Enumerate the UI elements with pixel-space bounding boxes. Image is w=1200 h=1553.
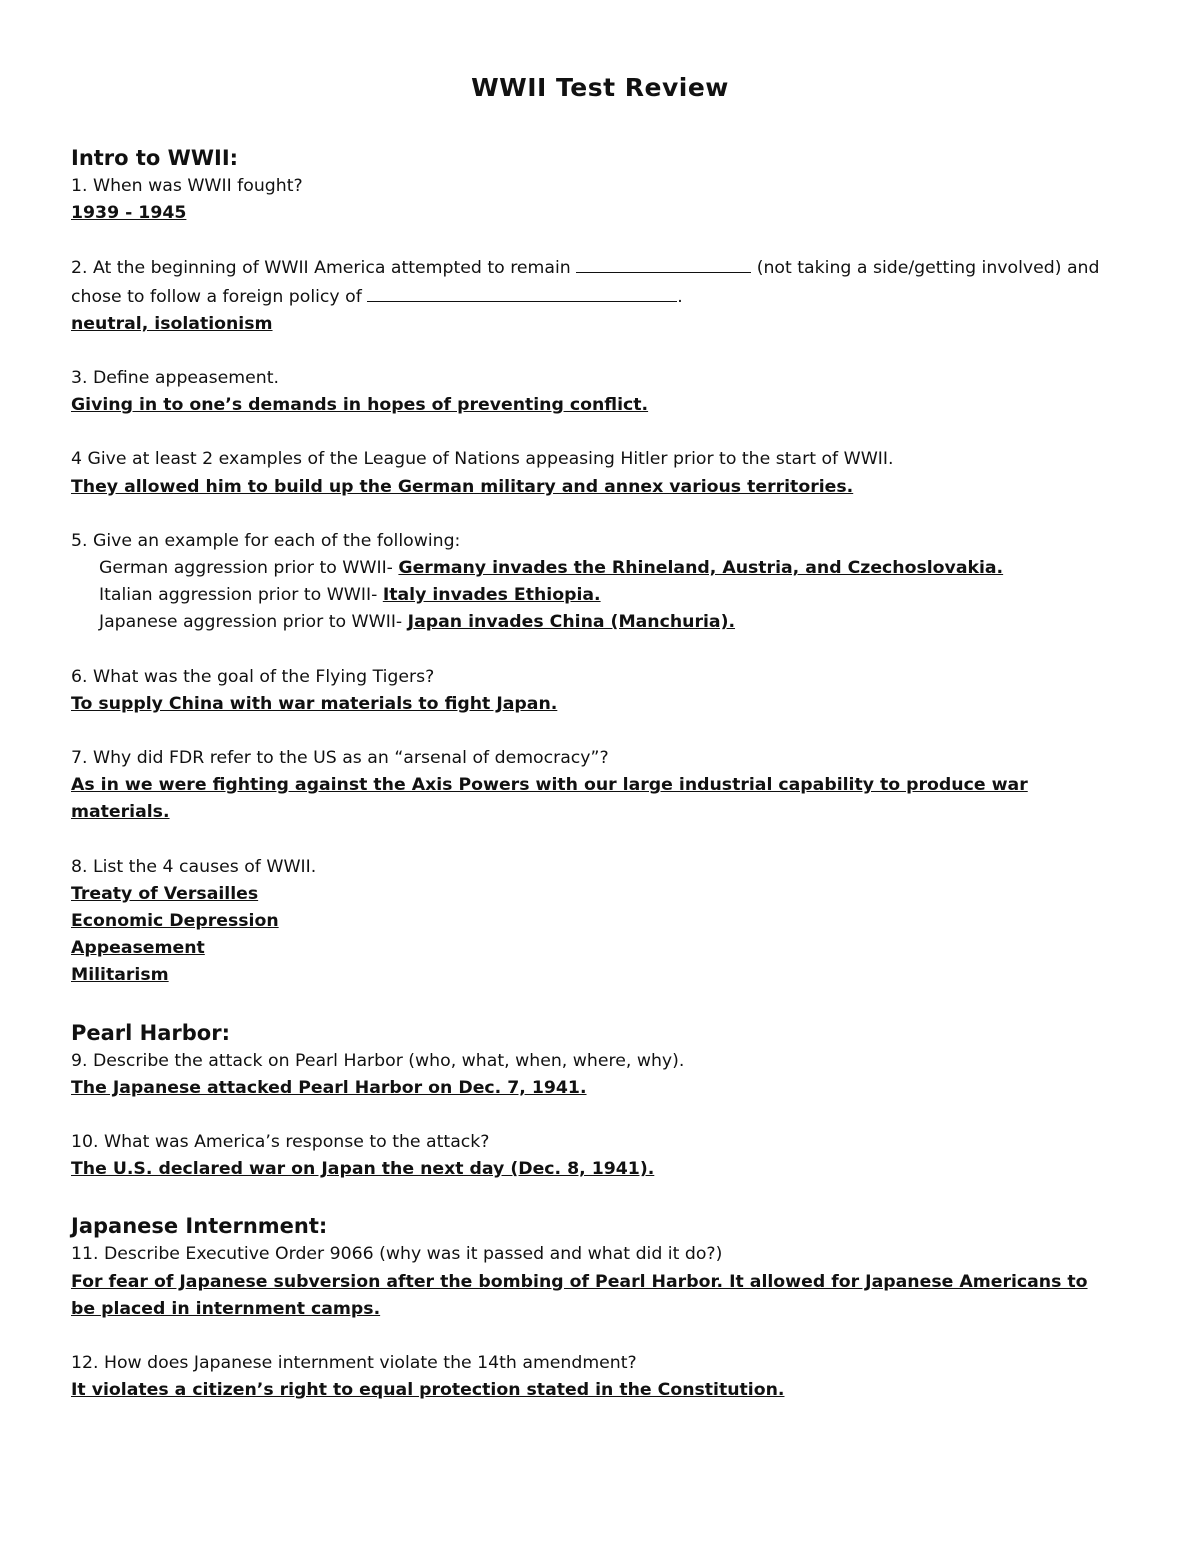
page-title: WWII Test Review xyxy=(471,73,729,102)
answer-text: The U.S. declared war on Japan the next day (Dec. 8, 1941). xyxy=(71,1159,655,1180)
sub-item-answer: Germany invades the Rhineland, Austria, and Czechoslovakia. xyxy=(398,558,1004,579)
sub-item-label: Japanese aggression prior to WWII- xyxy=(99,612,403,633)
question-10 xyxy=(71,1129,1141,1183)
question-text: 3. Define appeasement. xyxy=(71,368,279,389)
section-heading-japanese-internment: Japanese Internment: xyxy=(71,1214,328,1239)
question-text: 10. What was America’s response to the attack? xyxy=(71,1132,490,1153)
question-text: 1. When was WWII fought? xyxy=(71,176,303,196)
answer-text: As in we were fighting against the Axis Powers with our large industrial capability to produce war materials. xyxy=(71,775,1028,823)
answer-list-item: Appeasement xyxy=(71,938,205,959)
question-9 xyxy=(71,1048,1141,1102)
question-5 xyxy=(71,528,1141,637)
answer-list-item: Economic Depression xyxy=(71,911,279,932)
answer-text: It violates a citizen’s right to equal protection stated in the Constitution. xyxy=(71,1380,785,1401)
question-6 xyxy=(71,664,1141,718)
sub-item-label: German aggression prior to WWII- xyxy=(99,558,393,579)
sub-item-answer: Japan invades China (Manchuria). xyxy=(407,612,736,633)
question-text: 11. Describe Executive Order 9066 (why was it passed and what did it do?) xyxy=(71,1244,723,1265)
question-text: 7. Why did FDR refer to the US as an “arsenal of democracy”? xyxy=(71,748,609,769)
answer-text: 1939 - 1945 xyxy=(71,203,187,224)
fill-in-blank xyxy=(576,254,751,273)
question-11 xyxy=(71,1241,1141,1323)
question-8 xyxy=(71,854,1141,990)
fill-in-blank xyxy=(367,283,677,302)
question-3 xyxy=(71,365,1141,419)
section-heading-pearl-harbor: Pearl Harbor: xyxy=(71,1020,230,1045)
answer-list-item: Militarism xyxy=(71,965,169,986)
question-2 xyxy=(71,254,1141,338)
sub-item-german xyxy=(71,555,1141,582)
question-12 xyxy=(71,1350,1141,1404)
question-text: 9. Describe the attack on Pearl Harbor (who, what, when, where, why). xyxy=(71,1050,685,1071)
question-text: 5. Give an example for each of the following: xyxy=(71,530,461,551)
question-text: 8. List the 4 causes of WWII. xyxy=(71,856,317,877)
sub-item-answer: Italy invades Ethiopia. xyxy=(382,585,601,606)
answer-text: To supply China with war materials to fight Japan. xyxy=(71,693,558,714)
question-4 xyxy=(71,446,1141,500)
question-7 xyxy=(71,745,1141,827)
answer-list-item: Treaty of Versailles xyxy=(71,883,259,904)
question-text-part1: 2. At the beginning of WWII America attempted to remain xyxy=(71,258,571,279)
question-1 xyxy=(71,173,1141,227)
sub-item-label: Italian aggression prior to WWII- xyxy=(99,585,378,606)
question-text: 6. What was the goal of the Flying Tigers? xyxy=(71,666,435,687)
answer-text: For fear of Japanese subversion after the bombing of Pearl Harbor. It allowed for Japanese Americans to be placed in internment camps. xyxy=(71,1271,1088,1319)
question-text xyxy=(71,254,1141,310)
answer-text: They allowed him to build up the German military and annex various territories. xyxy=(71,476,854,497)
question-text: 12. How does Japanese internment violate the 14th amendment? xyxy=(71,1353,637,1374)
section-heading-intro: Intro to WWII: xyxy=(71,146,239,170)
question-text: 4 Give at least 2 examples of the League of Nations appeasing Hitler prior to the start of WWII. xyxy=(71,449,894,470)
answer-text: neutral, isolationism xyxy=(71,313,273,334)
question-text-part2: (not taking a side/getting involved) and chose to follow a foreign policy of xyxy=(71,258,1100,307)
sub-item-japanese xyxy=(71,609,1141,636)
document-page xyxy=(71,73,1141,1405)
answer-text: The Japanese attacked Pearl Harbor on Dec. 7, 1941. xyxy=(71,1077,587,1098)
question-text-end: . xyxy=(677,286,683,307)
sub-item-italian xyxy=(71,582,1141,609)
answer-text: Giving in to one’s demands in hopes of preventing conflict. xyxy=(71,395,649,416)
